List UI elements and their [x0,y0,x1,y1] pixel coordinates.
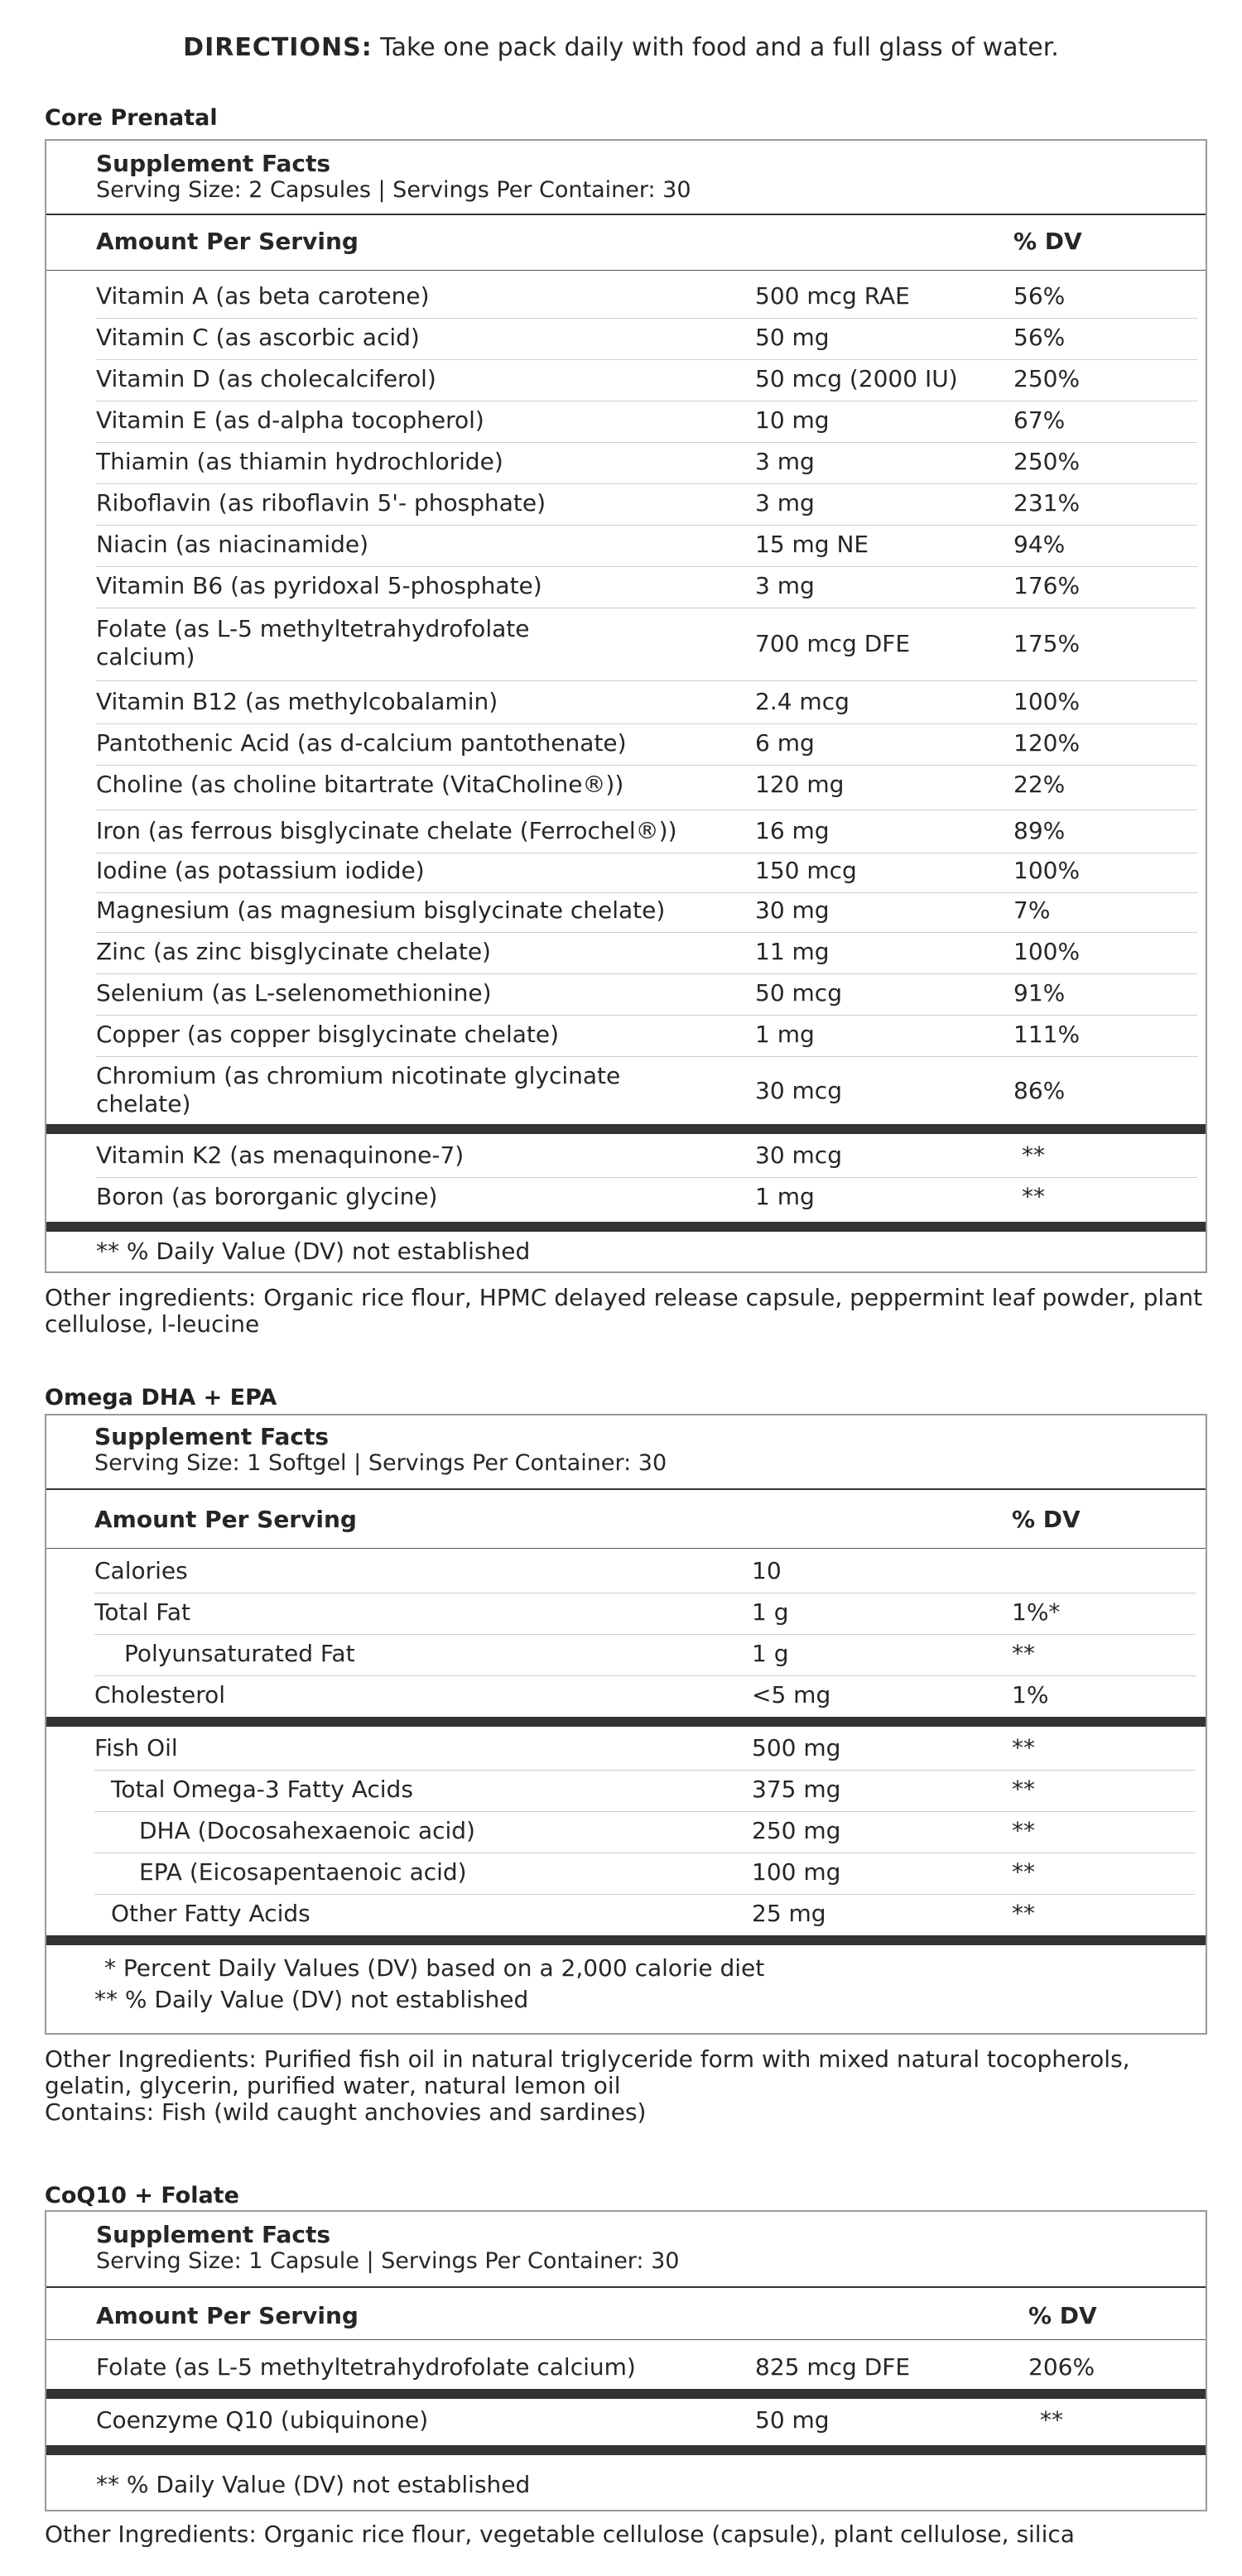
directions-label: DIRECTIONS: [183,33,373,62]
section-rule [46,1935,1206,1945]
row-divider [96,566,1197,567]
header-rule [46,2286,1206,2288]
row-divider [96,359,1197,360]
section-rule [46,1717,1206,1727]
other-ingredients-core-prenatal: Other ingredients: Organic rice flour, HPMC delayed release capsule, peppermint leaf powder, plant cellulose, l-leucine [45,1284,1203,1338]
row-divider [96,680,1197,681]
directions [0,31,1242,65]
row-divider [96,1056,1197,1057]
row-divider [96,1177,1197,1178]
product-title-omega: Omega DHA + EPA [45,1385,277,1411]
amount-per-serving-header: Amount Per Serving [94,1506,357,1533]
row-divider [96,973,1197,974]
row-divider [96,442,1197,443]
facts-title: Supplement Facts [94,1423,330,1450]
section-rule [46,2445,1206,2455]
footnote: ** % Daily Value (DV) not established [94,1986,529,2013]
row-divider [96,765,1197,766]
facts-title: Supplement Facts [96,150,331,177]
row-divider [96,1015,1197,1016]
row-divider [96,483,1197,484]
other-ingredients-coq10: Other Ingredients: Organic rice flour, vegetable cellulose (capsule), plant cellulose, silica [45,2521,1075,2548]
dv-header: % DV [1012,1506,1081,1533]
row-divider [94,1770,1196,1771]
subheader-rule [46,2339,1206,2340]
amount-per-serving-header: Amount Per Serving [96,228,359,255]
row-divider [96,723,1197,724]
row-divider [94,1811,1196,1812]
header-rule [46,214,1206,215]
directions-text: Take one pack daily with food and a full glass of water. [372,33,1059,62]
subheader-rule [46,270,1206,271]
serving-info: Serving Size: 1 Capsule | Servings Per Container: 30 [96,2248,680,2274]
header-rule [46,1488,1206,1490]
product-title-coq10: CoQ10 + Folate [45,2183,239,2208]
supplement-facts-omega: Supplement Facts Serving Size: 1 Softgel | Servings Per Container: 30 Amount Per Serving % DV Calories 10 Total Fat 1 g 1%* Polyunsaturated Fat 1 g ** Cholesterol <5 mg 1% Fish Oil 500 mg ** Total Omega-3 Fatty Acids 375 mg ** DHA (Docosahexaenoic acid) 250 mg ** EPA (Eicosapentaenoic acid) 100 mg ** Other Fatty Acids 25 mg ** * Percent Daily Values (DV) based on a 2,000 calorie diet ** % Daily Value (DV) not established [45,1414,1207,2035]
row-divider [96,892,1197,893]
dv-header: % DV [1028,2302,1097,2329]
product-title-core-prenatal: Core Prenatal [45,105,218,131]
row-divider [94,1675,1196,1676]
row-divider [94,1894,1196,1895]
serving-info: Serving Size: 2 Capsules | Servings Per Container: 30 [96,177,691,203]
section-rule [46,2389,1206,2399]
dv-header: % DV [1013,228,1082,255]
supplement-facts-core-prenatal: Supplement Facts Serving Size: 2 Capsules | Servings Per Container: 30 Amount Per Serving % DV Vitamin A (as beta carotene) 500 mcg RAE 56% Vitamin C (as ascorbic acid) 50 mg 56% Vitamin D (as cholecalciferol) 50 mcg (2000 IU) 250% Vitamin E (as d-alpha tocopherol) 10 mg 67% Thiamin (as thiamin hydrochloride) 3 mg 250% Riboflavin (as riboflavin 5'- phosphate) 3 mg 231% Niacin (as niacinamide) 15 mg NE 94% Vitamin B6 (as pyridoxal 5-phosphate) 3 mg 176% Folate (as L-5 methyltetrahydrofolate 700 mcg DFE 175% calcium) Vitamin B12 (as methylcobalamin) 2.4 mcg 100% Pantothenic Acid (as d-calcium pantothenate) 6 mg 120% Choline (as choline bitartrate (VitaCholine®)) 120 mg 22% Iron (as ferrous bisglycinate chelate (Ferrochel®)) 16 mg 89% Iodine (as potassium iodide) 150 mcg 100% Magnesium (as magnesium bisglycinate chelate) 30 mg 7% Zinc (as zinc bisglycinate chelate) 11 mg 100% Selenium (as L-selenomethionine) 50 mcg 91% Copper (as copper bisglycinate chelate) 1 mg 111% Chromium (as chromium nicotinate glycinate 30 mcg 86% chelate) Vitamin K2 (as menaquinone-7) 30 mcg ** Boron (as bororganic glycine) 1 mg ** ** % Daily Value (DV) not established [45,139,1207,1273]
footnote: ** % Daily Value (DV) not established [96,2471,531,2498]
serving-info: Serving Size: 1 Softgel | Servings Per Container: 30 [94,1450,667,1476]
supplement-facts-coq10: Supplement Facts Serving Size: 1 Capsule | Servings Per Container: 30 Amount Per Serving % DV Folate (as L-5 methyltetrahydrofolate calcium) 825 mcg DFE 206% Coenzyme Q10 (ubiquinone) 50 mg ** ** % Daily Value (DV) not established [45,2210,1207,2511]
section-rule [46,1222,1206,1232]
section-rule [46,1124,1206,1134]
row-divider [96,525,1197,526]
footnote: ** % Daily Value (DV) not established [96,1238,531,1265]
amount-per-serving-header: Amount Per Serving [96,2302,359,2329]
subheader-rule [46,1548,1206,1549]
row-divider [94,1634,1196,1635]
row-divider [96,932,1197,933]
row-divider [96,318,1197,319]
contains-omega: Contains: Fish (wild caught anchovies and sardines) [45,2098,647,2126]
footnote: * Percent Daily Values (DV) based on a 2,000 calorie diet [104,1954,765,1982]
other-ingredients-omega: Other Ingredients: Purified fish oil in natural triglyceride form with mixed natural tocopherols, gelatin, glycerin, purified water, natural lemon oil [45,2045,1130,2099]
facts-title: Supplement Facts [96,2221,331,2248]
